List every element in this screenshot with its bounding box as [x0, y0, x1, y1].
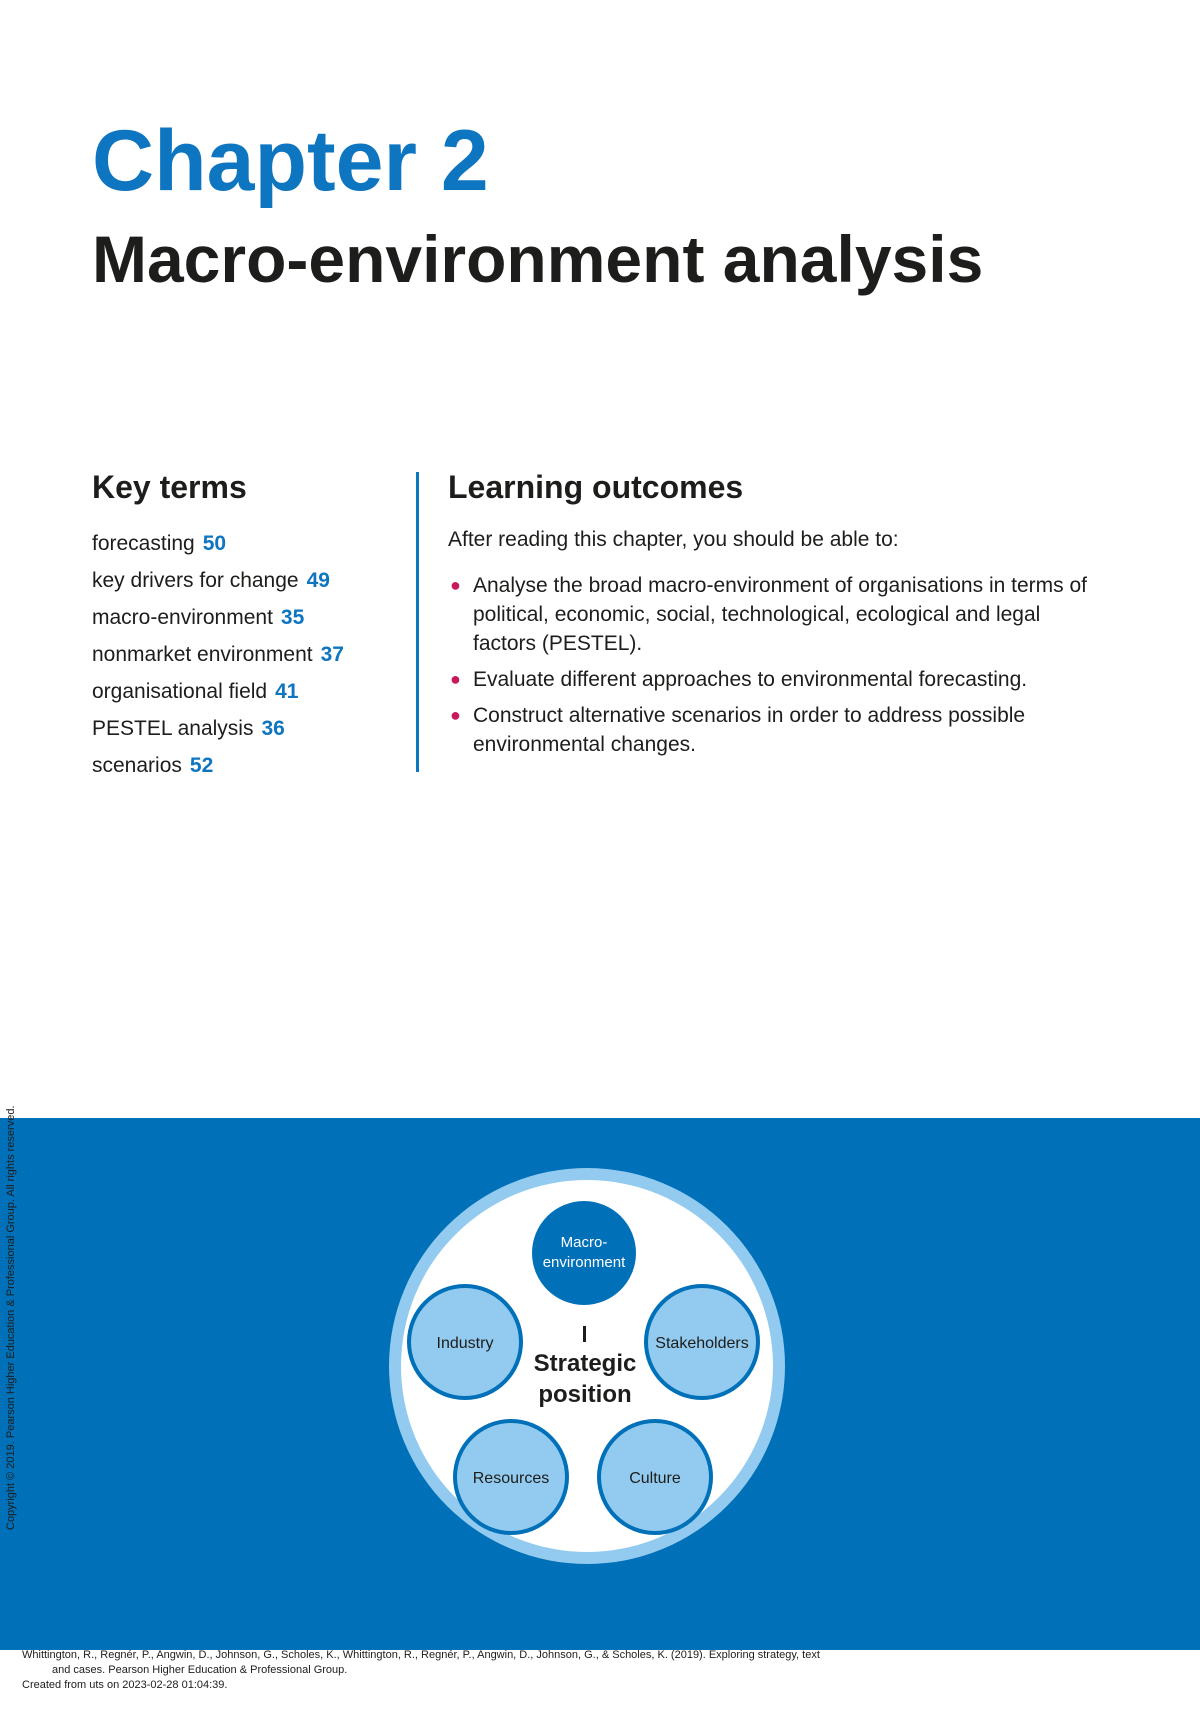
key-term-label: nonmarket environment	[92, 643, 313, 667]
chapter-label: Chapter 2	[92, 113, 489, 209]
citation-line: and cases. Pearson Higher Education & Professional Group.	[52, 1664, 348, 1676]
learning-outcome-item	[448, 571, 1098, 658]
key-term-page[interactable]: 36	[261, 717, 285, 741]
macro-environment-node	[528, 1197, 640, 1309]
bullet-icon: ●	[450, 705, 461, 726]
citation-line: Whittington, R., Regnér, P., Angwin, D., Johnson, G., Scholes, K., Whittington, R., Regnér, P., Angwin, D., Johnson, G., & Scholes, K. (2019). Exploring strategy, text	[22, 1649, 820, 1661]
key-term-label: scenarios	[92, 754, 182, 778]
key-term-label: macro-environment	[92, 606, 273, 630]
learning-outcome-text: Analyse the broad macro-environment of organisations in terms of political, economic, social, technological, ecological and legal factors (PESTEL).	[473, 574, 1087, 656]
key-term-label: PESTEL analysis	[92, 717, 254, 741]
key-term-label: forecasting	[92, 532, 195, 556]
learning-outcome-text: Evaluate different approaches to environmental forecasting.	[473, 668, 1028, 692]
created-timestamp: Created from uts on 2023-02-28 01:04:39.	[22, 1679, 228, 1691]
citation-footer	[22, 1648, 1182, 1693]
key-terms-heading: Key terms	[92, 469, 247, 505]
culture-node	[597, 1419, 713, 1535]
key-term-item	[92, 562, 392, 599]
chapter-title: Macro-environment analysis	[92, 222, 984, 296]
resources-label: Resources	[472, 1470, 550, 1487]
industry-node	[407, 1284, 523, 1400]
learning-outcomes-section	[448, 470, 1098, 766]
key-term-page[interactable]: 50	[202, 532, 227, 556]
macro-label-line1: Macro-	[560, 1234, 608, 1251]
learning-outcomes-list	[448, 571, 1098, 759]
key-term-page[interactable]: 52	[189, 754, 214, 778]
key-terms-section	[92, 470, 392, 784]
bullet-icon: ●	[450, 575, 461, 596]
culture-label: Culture	[629, 1470, 681, 1487]
key-term-item	[92, 673, 392, 710]
key-term-item	[92, 525, 392, 562]
key-term-item	[92, 710, 392, 747]
section-divider	[416, 472, 419, 772]
key-term-page[interactable]: 37	[320, 643, 344, 667]
key-terms-list	[92, 525, 392, 784]
stakeholders-node	[644, 1284, 760, 1400]
key-term-page[interactable]: 35	[280, 606, 305, 630]
connector-line	[583, 1326, 586, 1342]
key-term-item	[92, 747, 392, 784]
key-term-page[interactable]: 49	[306, 569, 330, 593]
resources-node	[453, 1419, 569, 1535]
industry-label: Industry	[436, 1335, 494, 1352]
strategic-position-diagram	[387, 1166, 787, 1566]
key-term-item	[92, 636, 392, 673]
learning-outcomes-intro: After reading this chapter, you should be able to:	[448, 528, 899, 552]
strategic-label-line1: Strategic	[533, 1350, 637, 1377]
learning-outcome-item	[448, 701, 1098, 759]
learning-outcome-item	[448, 665, 1098, 694]
key-term-page[interactable]: 41	[275, 680, 299, 704]
strategic-label-line2: position	[538, 1381, 632, 1408]
node-fill	[532, 1201, 636, 1305]
bullet-icon: ●	[450, 669, 461, 690]
key-term-label: organisational field	[92, 680, 268, 704]
key-term-item	[92, 599, 392, 636]
key-term-label: key drivers for change	[92, 569, 299, 593]
learning-outcomes-heading: Learning outcomes	[448, 469, 744, 505]
learning-outcome-text: Construct alternative scenarios in order to address possible environmental changes.	[473, 704, 1026, 757]
stakeholders-label: Stakeholders	[655, 1335, 749, 1352]
macro-label-line2: environment	[542, 1254, 626, 1271]
side-copyright: Copyright © 2019. Pearson Higher Education & Professional Group. All rights reserved.	[5, 1105, 17, 1530]
